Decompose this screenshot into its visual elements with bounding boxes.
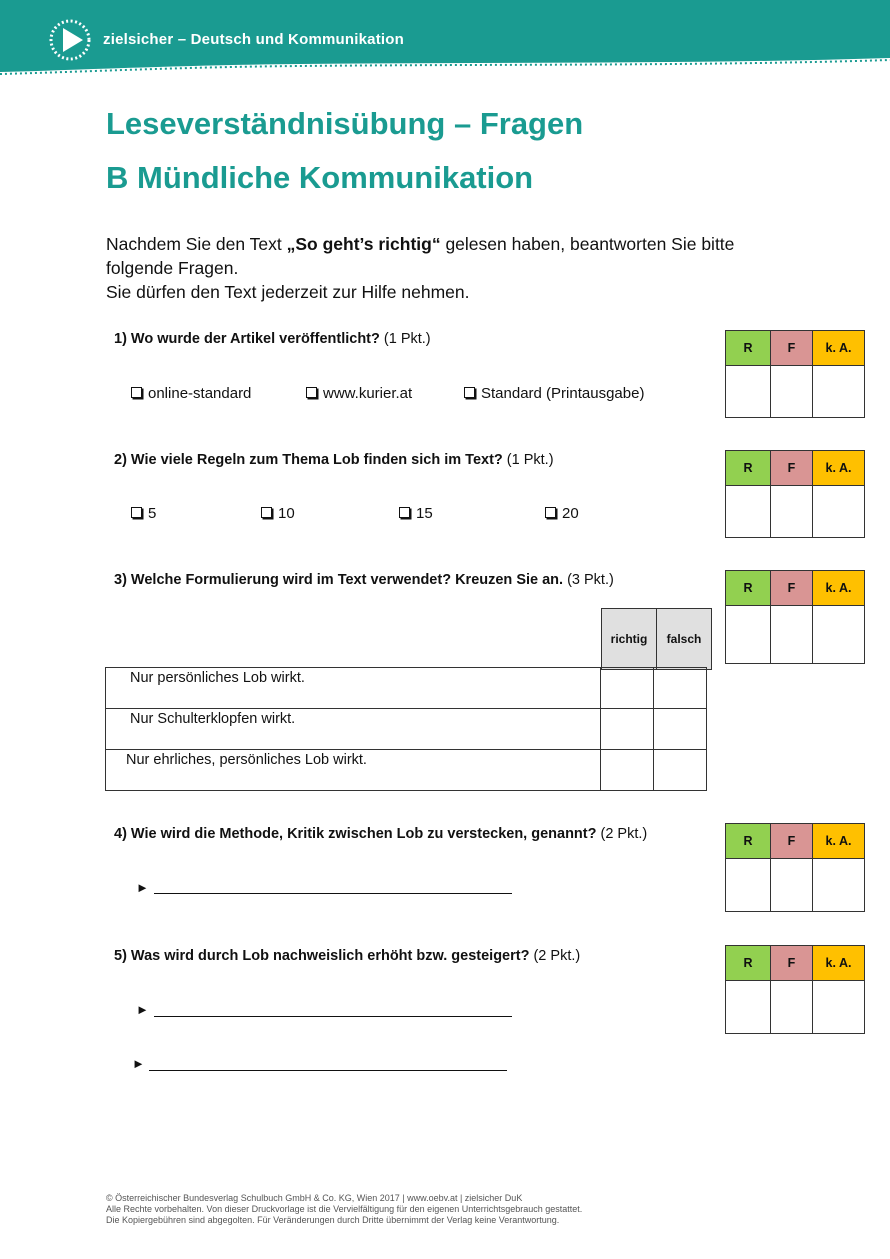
q3-col-richtig: richtig [602,609,657,670]
score-f-cell[interactable] [771,486,813,538]
score-f-cell[interactable] [771,859,813,912]
intro-after: gelesen haben, beantworten Sie bitte folgende Fragen. [106,234,735,278]
table-row [106,709,707,750]
score-f-label: F [771,571,813,606]
q3-row-3-falsch-cell[interactable] [654,750,707,791]
q2-option-3-label: 15 [416,505,433,522]
score-box-2 [725,450,865,538]
q3-row-3-richtig-cell[interactable] [601,750,654,791]
score-box-3 [725,570,865,664]
question-1-text: 1) Wo wurde der Artikel veröffentlicht? [114,331,380,347]
question-2-text: 2) Wie viele Regeln zum Thema Lob finden sich im Text? [114,452,503,468]
score-f-label: F [771,824,813,859]
score-r-label: R [726,331,771,366]
q3-col-falsch: falsch [657,609,712,670]
q3-row-2-richtig-cell[interactable] [601,709,654,750]
score-ka-label: k. A. [813,331,865,366]
q3-row-1-richtig-cell[interactable] [601,668,654,709]
q1-option-1-label: online-standard [148,385,252,402]
score-r-label: R [726,571,771,606]
intro-line2: Sie dürfen den Text jederzeit zur Hilfe nehmen. [106,282,470,302]
q4-answer-line[interactable] [154,893,512,894]
question-2 [114,452,554,468]
question-1 [114,331,431,347]
q3-row-2-text: Nur Schulterklopfen wirkt. [130,711,296,727]
score-f-cell[interactable] [771,366,813,418]
intro-before: Nachdem Sie den Text [106,234,287,254]
q3-row-1-text: Nur persönliches Lob wirkt. [130,670,305,686]
question-1-points: (1 Pkt.) [379,331,431,347]
question-4 [114,826,647,842]
arrow-bullet-icon: ► [136,880,149,895]
score-r-cell[interactable] [726,486,771,538]
q2-option-1[interactable] [131,505,156,522]
q3-row-2-falsch-cell[interactable] [654,709,707,750]
checkbox-icon[interactable] [306,387,317,398]
score-ka-label: k. A. [813,451,865,486]
q5-answer-line-2[interactable] [149,1070,507,1071]
q1-option-3[interactable] [464,385,644,402]
q1-option-1[interactable] [131,385,251,402]
table-row [106,668,707,709]
q1-option-3-label: Standard (Printausgabe) [481,385,645,402]
footer-copyright [106,1193,582,1226]
footer-line-1: © Österreichischer Bundesverlag Schulbuch GmbH & Co. KG, Wien 2017 | www.oebv.at | zielsicher DuK [106,1193,523,1203]
arrow-bullet-icon: ► [136,1002,149,1017]
page-title: Leseverständnisübung – Fragen [106,106,584,141]
checkbox-icon[interactable] [545,507,556,518]
question-3-text: 3) Welche Formulierung wird im Text verwendet? Kreuzen Sie an. [114,572,564,588]
checkbox-icon[interactable] [261,507,272,518]
q2-option-4-label: 20 [562,505,579,522]
q5-answer-line-1[interactable] [154,1016,512,1017]
score-f-cell[interactable] [771,606,813,664]
question-5-points: (2 Pkt.) [529,948,581,964]
score-box-4 [725,823,865,912]
q2-option-2[interactable] [261,505,295,522]
q2-option-2-label: 10 [278,505,295,522]
question-5 [114,948,580,964]
q3-table-header [601,608,712,670]
question-3 [114,572,614,588]
score-ka-cell[interactable] [813,486,865,538]
checkbox-icon[interactable] [131,387,142,398]
score-r-cell[interactable] [726,606,771,664]
score-f-cell[interactable] [771,981,813,1034]
score-ka-label: k. A. [813,571,865,606]
q1-option-2-label: www.kurier.at [323,385,413,402]
score-r-cell[interactable] [726,981,771,1034]
score-ka-cell[interactable] [813,606,865,664]
score-f-label: F [771,946,813,981]
question-2-points: (1 Pkt.) [502,452,554,468]
question-5-text: 5) Was wird durch Lob nachweislich erhöht bzw. gesteigert? [114,948,530,964]
q3-table [105,667,707,791]
q2-option-4[interactable] [545,505,579,522]
score-f-label: F [771,331,813,366]
table-row [106,750,707,791]
q3-row-3-text: Nur ehrliches, persönliches Lob wirkt. [126,752,367,768]
question-4-text: 4) Wie wird die Methode, Kritik zwischen Lob zu verstecken, genannt? [114,826,597,842]
score-ka-cell[interactable] [813,981,865,1034]
score-r-label: R [726,946,771,981]
q2-option-3[interactable] [399,505,433,522]
score-f-label: F [771,451,813,486]
q1-option-2[interactable] [306,385,412,402]
page-subtitle: B Mündliche Kommunikation [106,160,534,195]
score-ka-label: k. A. [813,946,865,981]
checkbox-icon[interactable] [131,507,142,518]
footer-line-3: Die Kopiergebühren sind abgegolten. Für Veränderungen durch Dritte übernimmt der Verlag keine Verantwortung. [106,1215,560,1225]
footer-line-2: Alle Rechte vorbehalten. Von dieser Druckvorlage ist die Vervielfältigung für den eigenen Unterrichtsgebrauch gestattet. [106,1204,583,1214]
checkbox-icon[interactable] [464,387,475,398]
score-box-5 [725,945,865,1034]
q2-option-1-label: 5 [148,505,157,522]
q3-row-1-falsch-cell[interactable] [654,668,707,709]
checkbox-icon[interactable] [399,507,410,518]
score-r-label: R [726,824,771,859]
score-r-cell[interactable] [726,366,771,418]
question-3-points: (3 Pkt.) [563,572,614,588]
score-ka-cell[interactable] [813,859,865,912]
score-ka-label: k. A. [813,824,865,859]
score-ka-cell[interactable] [813,366,865,418]
arrow-bullet-icon: ► [132,1056,145,1071]
intro-text-title: „So geht’s richtig“ [286,234,441,254]
question-4-points: (2 Pkt.) [596,826,648,842]
intro-text [106,232,806,304]
brand-name: zielsicher – Deutsch und Kommunikation [103,31,404,48]
score-box-1 [725,330,865,418]
score-r-label: R [726,451,771,486]
score-r-cell[interactable] [726,859,771,912]
